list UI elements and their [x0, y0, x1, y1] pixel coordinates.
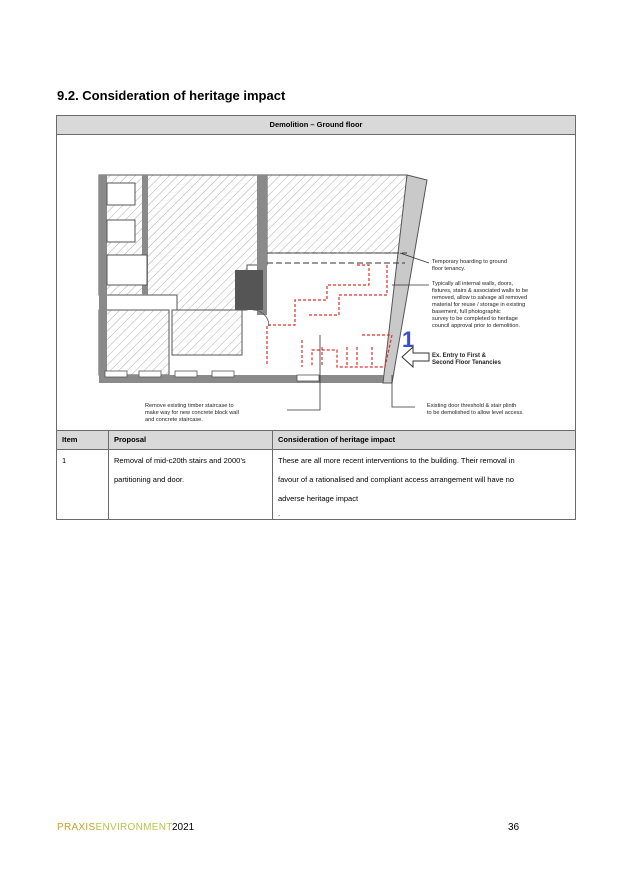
table-row	[57, 450, 575, 519]
table-caption: Demolition – Ground floor	[57, 116, 575, 135]
demolition-outline	[267, 265, 392, 367]
note-walls-line-6: survey to be completed to heritage	[432, 316, 518, 322]
note-staircase-line-3: and concrete staircase.	[145, 417, 203, 423]
note-entry-line-1: Ex. Entry to First &	[432, 353, 487, 359]
svg-text:to be demolished to allow leve	[427, 410, 524, 416]
note-walls-line-4: material for reuse / storage in existing	[432, 302, 526, 308]
svg-text:Typically all internal walls,	[432, 281, 514, 287]
note-entry-line-2: Second Floor Tenancies	[432, 360, 501, 366]
note-walls-line-2: fixtures, stairs & associated walls to be	[432, 288, 529, 294]
impact-line-3: adverse heritage impact	[278, 494, 359, 503]
svg-text:Existing door threshold & stai	[427, 403, 516, 409]
note-walls-line-7: council approval prior to demolition.	[432, 323, 520, 329]
svg-text:and concrete staircase.	[145, 417, 203, 423]
svg-text:make way for new concrete bloc	[145, 410, 239, 416]
svg-text:fixtures, stairs & associated	[432, 288, 528, 294]
footer-year: 2021	[172, 822, 195, 833]
note-threshold-line-2: to be demolished to allow level access.	[427, 410, 524, 416]
note-hoarding-line-1: Temporary hoarding to ground	[432, 259, 507, 265]
section-title: 9.2. Consideration of heritage impact	[57, 88, 286, 103]
row-item-cell: 1	[57, 450, 109, 519]
note-walls-line-1: Typically all internal walls, doors,	[432, 281, 514, 287]
row-impact-cell	[273, 450, 575, 519]
svg-text:Temporary hoarding to ground	[432, 259, 507, 265]
svg-text:council approval prior to demo	[432, 323, 520, 329]
col-impact-header: Consideration of heritage impact	[278, 435, 396, 444]
impact-line-1: These are all more recent interventions to the building. Their removal in	[278, 456, 515, 465]
col-proposal-header: Proposal	[109, 431, 273, 449]
hoarding-lines	[267, 253, 407, 263]
table-header-row	[57, 431, 575, 450]
col-item-header: Item	[57, 431, 109, 449]
note-walls-line-3: removed, allow to salvage all removed	[432, 295, 528, 301]
footer-brand	[57, 822, 173, 833]
svg-text:floor tenancy.	[432, 266, 466, 272]
svg-text:removed, allow to salvage all	[432, 295, 527, 301]
note-threshold-line-1: Existing door threshold & stair plinth	[427, 403, 517, 409]
impact-line-4: .	[278, 509, 281, 518]
existing-building	[99, 175, 427, 383]
svg-text:survey to be completed to heri	[432, 316, 518, 322]
svg-text:Ex. Entry to First &	[432, 353, 487, 359]
page-number: 36	[508, 822, 520, 833]
floor-plan-drawing	[57, 135, 575, 431]
note-staircase-line-2: make way for new concrete block wall	[145, 410, 239, 416]
brand-part-1: PRAXIS	[57, 822, 96, 833]
brand-part-2: ENVIRONMENT	[95, 822, 173, 833]
note-walls-line-5: basement, full photographic	[432, 309, 501, 315]
row-proposal-cell	[109, 450, 273, 519]
note-hoarding-line-2: floor tenancy.	[432, 266, 466, 272]
note-staircase-line-1: Remove existing timber staircase to	[145, 403, 234, 409]
floor-plan-svg	[57, 135, 575, 430]
heritage-table	[56, 115, 576, 520]
item-marker: 1	[402, 327, 415, 352]
proposal-line-1: Removal of mid-c20th stairs and 2000’s	[114, 456, 246, 465]
impact-line-2: favour of a rationalised and compliant access arrangement will have no	[278, 475, 514, 484]
svg-text:Remove existing timber stairca	[145, 403, 234, 409]
svg-text:Second Floor Tenancies	[432, 360, 502, 366]
svg-text:material for reuse / storage i	[432, 302, 525, 308]
svg-text:basement, full photographic	[432, 309, 501, 315]
proposal-line-2: partitioning and door.	[114, 475, 185, 484]
